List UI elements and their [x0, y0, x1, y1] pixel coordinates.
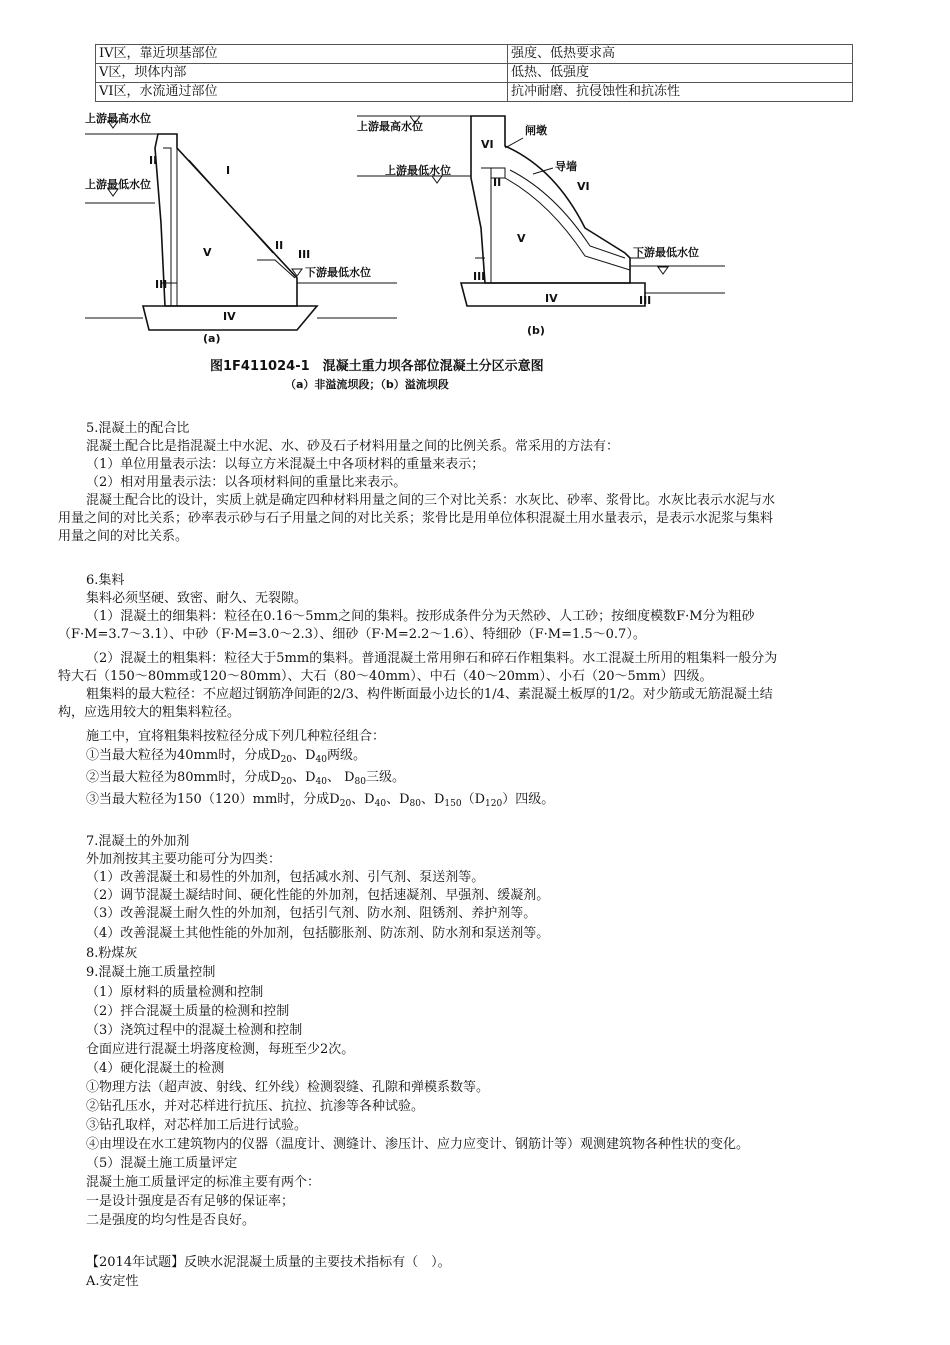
section-title: 7.混凝土的外加剂: [86, 834, 190, 849]
upstream-high-level-label: 上游最高水位: [357, 120, 423, 133]
zone-label: II: [149, 154, 158, 167]
paragraph: 特大石（150～80mm或120～80mm）、大石（80～40mm）、中石（40～20mm）、小石（20～5mm）四级。: [58, 669, 713, 684]
zone-label: IV: [223, 310, 236, 323]
zone-label: V: [517, 232, 526, 245]
section-title: 6.集料: [86, 573, 125, 588]
paragraph: （F·M=3.7～3.1）、中砂（F·M=3.0～2.3）、细砂（F·M=2.2～1.6）、特细砂（F·M=1.5～0.7）。: [58, 627, 646, 642]
downstream-low-level-label: 下游最低水位: [633, 246, 699, 259]
guide-wall-label: 导墙: [555, 160, 577, 173]
zone-label: V: [203, 246, 212, 259]
table-cell: 低热、低强度: [508, 64, 853, 83]
upstream-high-level-label: 上游最高水位: [85, 112, 151, 125]
paragraph: （1）混凝土的细集料：粒径在0.16～5mm之间的集料。按形成条件分为天然砂、人工砂；按细度模数F·M分为粗砂: [86, 609, 755, 624]
paragraph: （2）拌合混凝土质量的检测和控制: [86, 1004, 290, 1019]
paragraph: 构，应选用较大的粗集料粒径。: [58, 705, 241, 720]
paragraph: （2）混凝土的粗集料：粒径大于5mm的集料。普通混凝土常用卵石和碎石作粗集料。水工混凝土所用的粗集料一般分为: [86, 651, 778, 666]
upstream-low-level-label: 上游最低水位: [85, 178, 151, 191]
zone-requirement-table: [95, 44, 853, 102]
paragraph: 粗集料的最大粒径：不应超过钢筋净间距的2/3、构件断面最小边长的1/4、素混凝土板厚的1/2。对少筋或无筋混凝土结: [86, 687, 773, 702]
table-cell: VI区，水流通过部位: [96, 83, 508, 102]
paragraph: （5）混凝土施工质量评定: [86, 1156, 238, 1171]
non-overflow-dam-diagram: [85, 121, 397, 330]
paragraph: （4）硬化混凝土的检测: [86, 1061, 225, 1076]
zone-label: III: [473, 270, 486, 283]
paragraph: （1）单位用量表示法：以每立方米混凝土中各项材料的重量来表示；: [86, 457, 485, 472]
gravity-dam-zoning-figure: [85, 108, 725, 398]
zone-label: II: [275, 239, 284, 252]
grading-item: ②当最大粒径为80mm时，分成$D_{20}$、$D_{40}$、 $D_{80}$三级。: [86, 770, 405, 787]
exam-question: 【2014年试题】反映水泥混凝土质量的主要技术指标有（ ）。: [86, 1255, 451, 1270]
section-title: 9.混凝土施工质量控制: [86, 965, 216, 980]
paragraph: 施工中，宜将粗集料按粒径分成下列几种粒径组合：: [86, 729, 386, 744]
paragraph: 二是强度的均匀性是否良好。: [86, 1213, 256, 1228]
paragraph: （4）改善混凝土其他性能的外加剂，包括膨胀剂、防冻剂、防水剂和泵送剂等。: [86, 926, 550, 941]
table-cell: 抗冲耐磨、抗侵蚀性和抗冻性: [508, 83, 853, 102]
grading-item: ①当最大粒径为40mm时，分成$D_{20}$、$D_{40}$两级。: [86, 748, 366, 765]
figure-part-label: (a): [203, 332, 221, 345]
paragraph: （3）改善混凝土耐久性的外加剂，包括引气剂、防水剂、阻锈剂、养护剂等。: [86, 906, 537, 921]
paragraph: ①物理方法（超声波、射线、红外线）检测裂缝、孔隙和弹模系数等。: [86, 1080, 490, 1095]
paragraph: （3）浇筑过程中的混凝土检测和控制: [86, 1023, 303, 1038]
paragraph: （1）原材料的质量检测和控制: [86, 985, 264, 1000]
paragraph: 混凝土施工质量评定的标准主要有两个：: [86, 1175, 321, 1190]
table-cell: V区，坝体内部: [96, 64, 508, 83]
zone-label: III: [298, 248, 311, 261]
paragraph: 一是设计强度是否有足够的保证率；: [86, 1194, 295, 1209]
paragraph: 外加剂按其主要功能可分为四类：: [86, 852, 282, 867]
zone-label: I: [226, 164, 231, 177]
zone-label: VI: [481, 138, 494, 151]
table-row: [96, 45, 853, 64]
paragraph: 用量之间的对比关系；砂率表示砂与石子用量之间的对比关系；浆骨比是用单位体积混凝土用水量表示，是表示水泥浆与集料: [58, 511, 774, 526]
figure-subcaption: （a）非溢流坝段；（b）溢流坝段: [285, 378, 449, 391]
section-title: 8.粉煤灰: [86, 946, 138, 961]
table-cell: 强度、低热要求高: [508, 45, 853, 64]
pier-label: 闸墩: [525, 124, 547, 137]
grading-item: ③当最大粒径为150（120）mm时，分成$D_{20}$、$D_{40}$、$D_{80}$、$D_{150}(D_{120})$四级。: [86, 792, 555, 809]
figure-part-label: (b): [527, 324, 545, 337]
table-row: [96, 83, 853, 102]
zone-label: VI: [577, 180, 590, 193]
zone-label: III: [155, 278, 168, 291]
zone-label: II: [493, 176, 502, 189]
paragraph: （2）调节混凝土凝结时间、硬化性能的外加剂，包括速凝剂、早强剂、缓凝剂。: [86, 888, 550, 903]
paragraph: 集料必须坚硬、致密、耐久、无裂隙。: [86, 591, 308, 606]
downstream-low-level-label: 下游最低水位: [305, 266, 371, 279]
section-title: 5.混凝土的配合比: [86, 421, 190, 436]
table-cell: IV区，靠近坝基部位: [96, 45, 508, 64]
paragraph: 用量之间的对比关系。: [58, 529, 189, 544]
zone-label: III: [639, 294, 652, 307]
paragraph: （1）改善混凝土和易性的外加剂，包括减水剂、引气剂、泵送剂等。: [86, 870, 485, 885]
table-row: [96, 64, 853, 83]
paragraph: 混凝土配合比是指混凝土中水泥、水、砂及石子材料用量之间的比例关系。常采用的方法有：: [86, 439, 620, 454]
overflow-dam-diagram: [357, 116, 725, 306]
paragraph: ②钻孔压水，并对芯样进行抗压、抗拉、抗渗等各种试验。: [86, 1099, 425, 1114]
figure-caption: 图1F411024-1 混凝土重力坝各部位混凝土分区示意图: [210, 359, 544, 374]
paragraph: 仓面应进行混凝土坍落度检测，每班至少2次。: [86, 1042, 355, 1057]
paragraph: ③钻孔取样，对芯样加工后进行试验。: [86, 1118, 308, 1133]
paragraph: ④由埋设在水工建筑物内的仪器（温度计、测缝计、渗压计、应力应变计、钢筋计等）观测建筑物各种性状的变化。: [86, 1137, 750, 1152]
answer-option-a: A.安定性: [86, 1274, 139, 1289]
zone-label: IV: [545, 292, 558, 305]
paragraph: 混凝土配合比的设计，实质上就是确定四种材料用量之间的三个对比关系：水灰比、砂率、浆骨比。水灰比表示水泥与水: [86, 493, 776, 508]
paragraph: （2）相对用量表示法：以各项材料间的重量比来表示。: [86, 475, 407, 490]
upstream-low-level-label: 上游最低水位: [385, 164, 451, 177]
